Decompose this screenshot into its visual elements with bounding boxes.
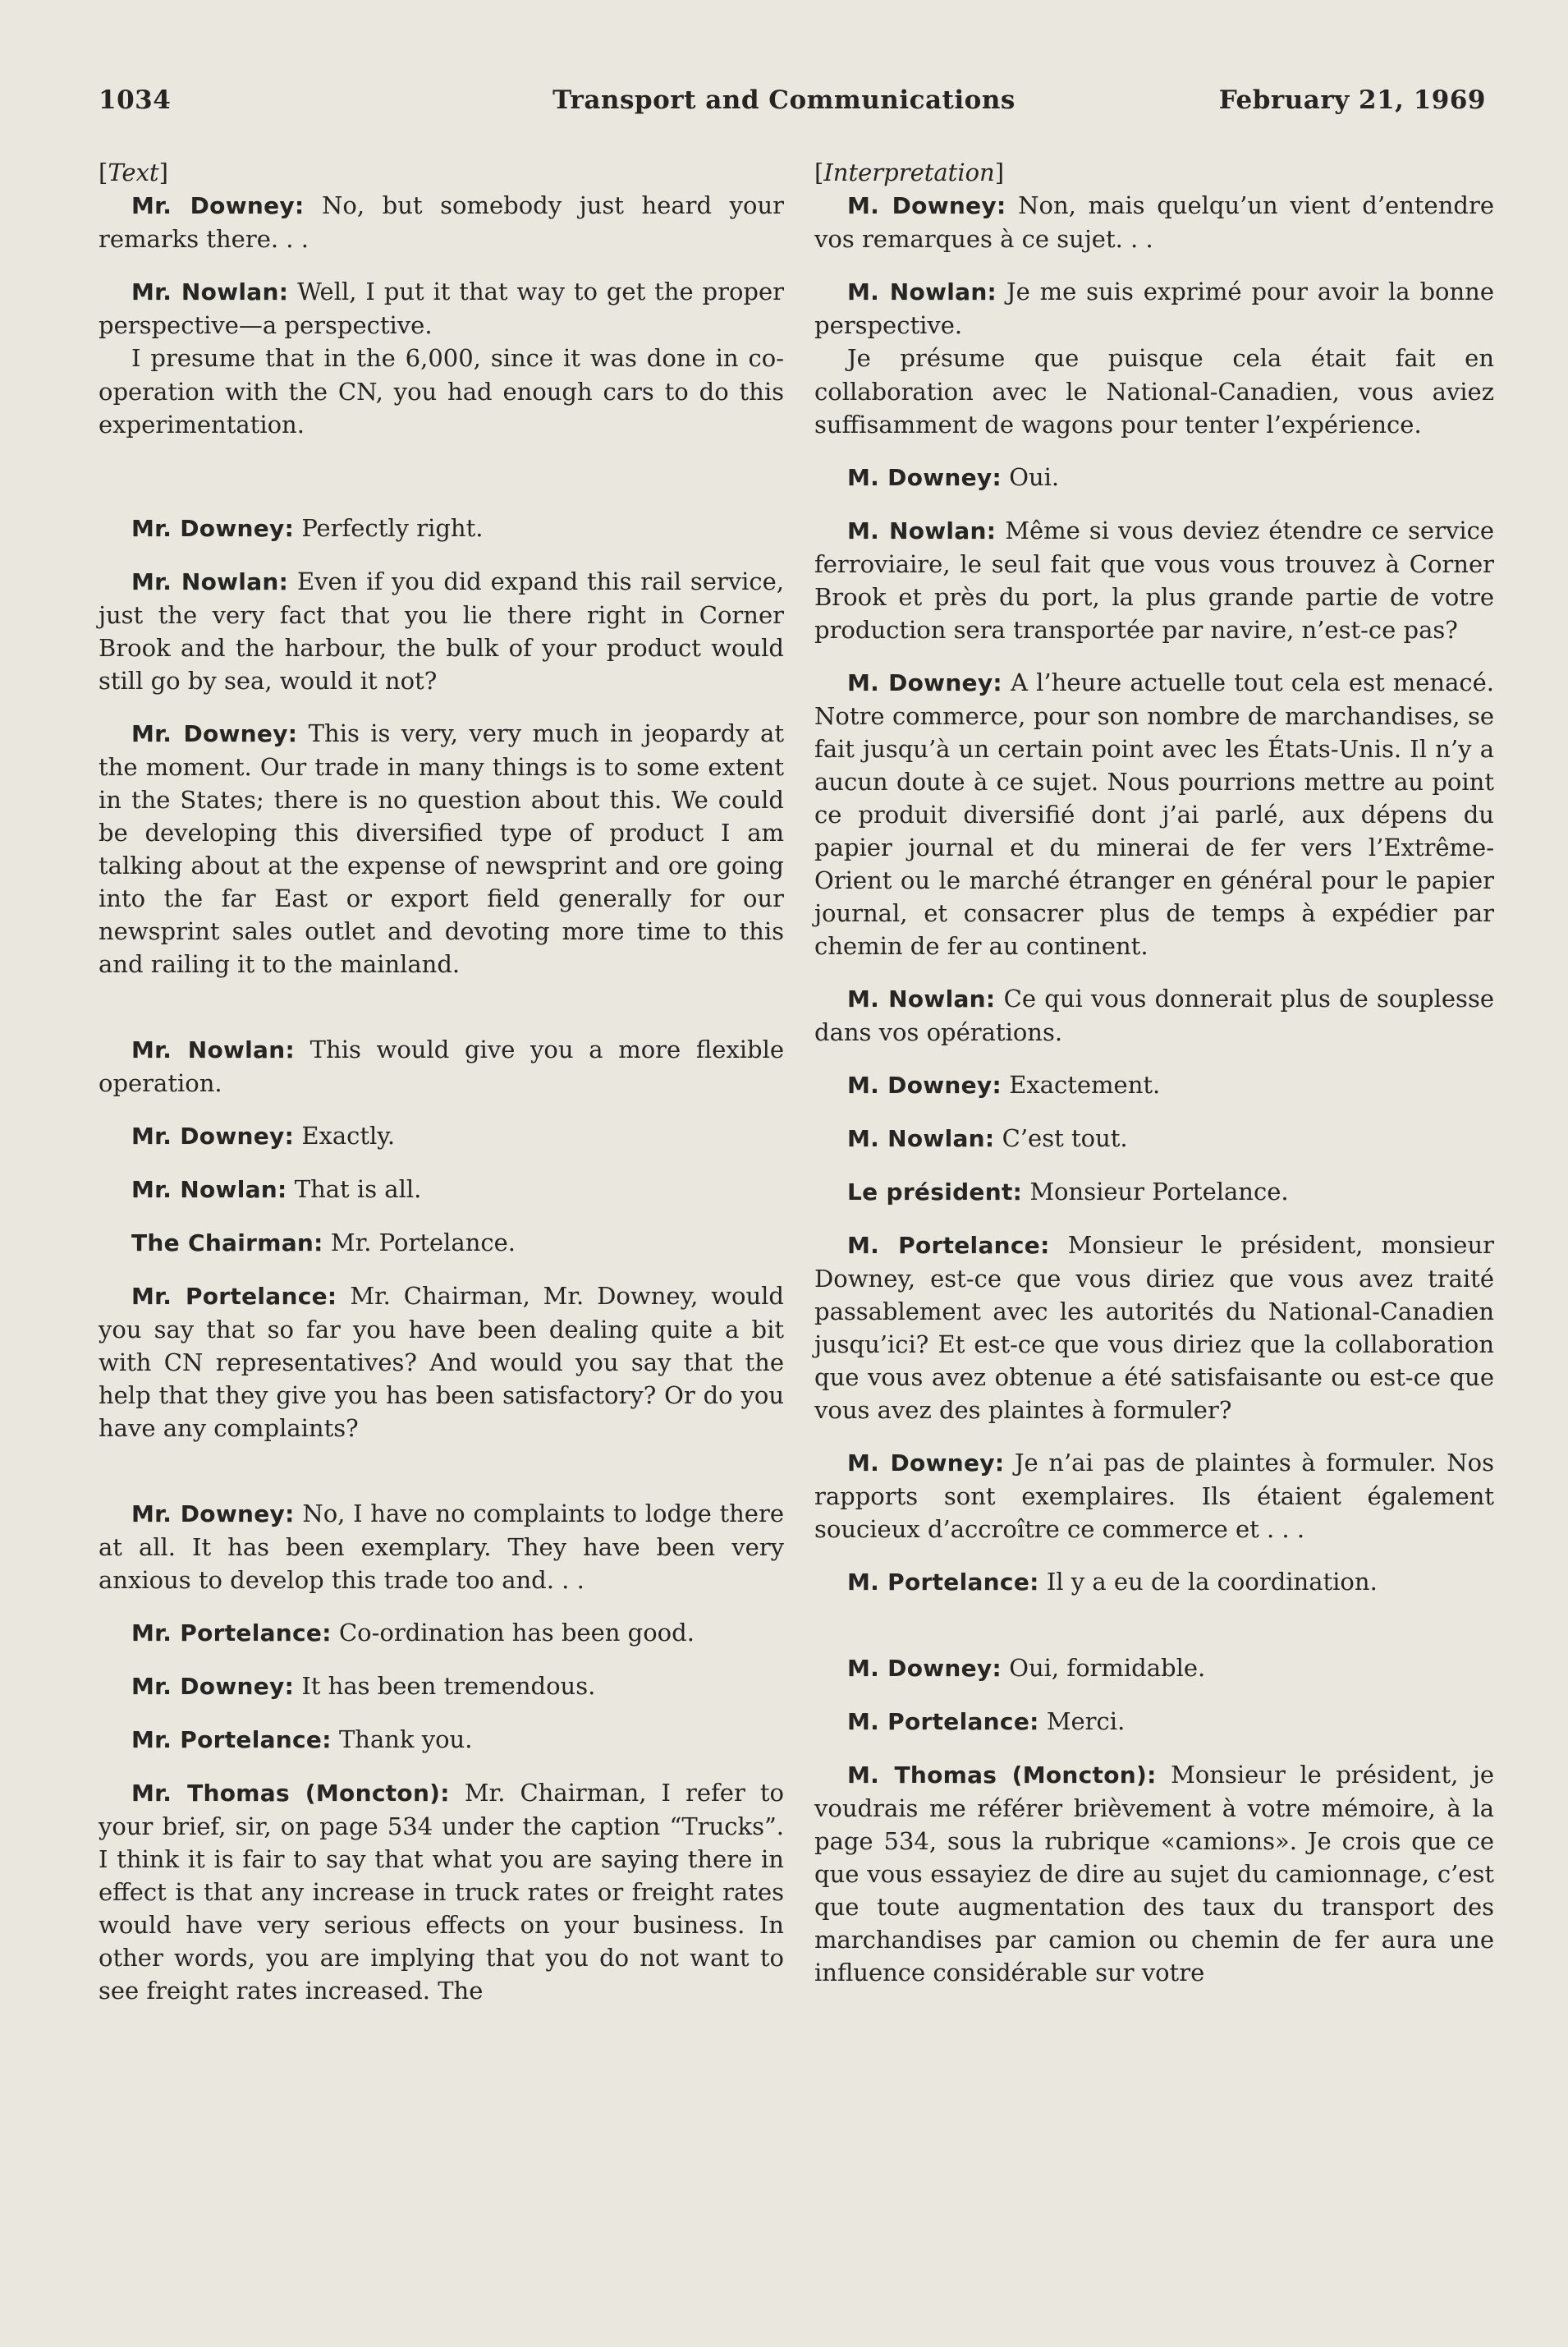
speaker-name: M. Nowlan: [847, 985, 996, 1013]
paragraph [814, 342, 1494, 441]
speaker-name: M. Portelance: [847, 1232, 1050, 1259]
paragraph-text: This is very, very much in jeopardy at the moment. Our trade in many things is to some extent in the States; there is no question about this. We could be developing this diversified type of product I am talking about at the expense of newsprint and ore going into the far East or export field generally for our newsprint sales outlet and devoting more time to this and railing it to the mainland. [99, 719, 784, 978]
paragraph-text: Even if you did expand this rail service, just the very fact that you lie there right in Corner Brook and the harbour, the bulk of your product would still go by sea, would it not? [99, 567, 785, 695]
speaker-name: Mr. Nowlan: [131, 278, 289, 305]
paragraph [99, 342, 784, 441]
paragraph [99, 717, 784, 981]
paragraph-text: Co-ordination has been good. [338, 1619, 695, 1647]
paragraph [814, 1565, 1494, 1599]
speaker-name: M. Nowlan: [847, 278, 997, 305]
speaker-name: M. Downey: [847, 669, 1002, 696]
paragraph [814, 1705, 1494, 1738]
paragraph-text: That is all. [294, 1175, 422, 1203]
paragraph [99, 1119, 784, 1153]
paragraph-text: Mr. Portelance. [330, 1229, 516, 1256]
paragraph [814, 982, 1494, 1049]
paragraph-text: Well, I put it that way to get the proper perspective—a perspective. [99, 278, 784, 339]
speaker-name: Mr. Portelance: [131, 1619, 332, 1647]
paragraph-text: Même si vous deviez étendre ce service ferroviaire, le seul fait que vous vous trouvez à Corner Brook et près du port, la plus grande partie de votre production sera transportée par navire, n’est-ce pas? [814, 517, 1494, 644]
page-date: February 21, 1969 [1218, 85, 1486, 115]
paragraph-text: Perfectly right. [301, 514, 484, 542]
paragraph-text: Exactement. [1009, 1071, 1161, 1099]
paragraph-text: I presume that in the 6,000, since it was done in co-operation with the CN, you had enough cars to do this experimentation. [99, 344, 784, 439]
speaker-name: Mr. Downey: [131, 515, 295, 542]
paragraph [99, 1670, 784, 1703]
speaker-name: Mr. Portelance: [131, 1726, 332, 1753]
paragraph-text: Non, mais quelqu’un vient d’entendre vos remarques à ce sujet. . . [814, 191, 1494, 253]
paragraph-text: Monsieur le président, je voudrais me référer brièvement à votre mémoire, à la page 534, sous la rubrique «camions». Je crois que ce que vous essayiez de dire au sujet du camionnage, c’est que toute augmentation des taux du transport des marchandises par camion ou chemin de fer aura une influence considérable sur votre [814, 1761, 1494, 1986]
paragraph [99, 512, 784, 545]
paragraph-text: Je présume que puisque cela était fait en collaboration avec le National-Canadien, vous aviez suffisamment de wagons pour tenter l’expérience. [814, 344, 1494, 439]
english-column [99, 156, 784, 2007]
paragraph [814, 1446, 1494, 1546]
section-label: [Text] [99, 158, 168, 186]
paragraph [814, 1758, 1494, 1989]
page-number: 1034 [99, 85, 172, 115]
paragraph-text: Mr. Chairman, Mr. Downey, would you say that so far you have been dealing quite a bit with CN representatives? And would you say that the help that they give you has been satisfactory? Or do you have any complaints? [99, 1282, 785, 1442]
speaker-name: Mr. Downey: [131, 1123, 295, 1150]
paragraph [814, 1651, 1494, 1685]
speaker-name: Mr. Thomas (Moncton): [131, 1780, 450, 1807]
paragraph [99, 1723, 784, 1757]
running-title: Transport and Communications [552, 85, 1016, 115]
speaker-name: M. Downey: [847, 464, 1002, 491]
paragraph-text: Mr. Chairman, I refer to your brief, sir, on page 534 under the caption “Trucks”. I think it is fair to say that what you are saying there in effect is that any increase in truck rates or freight rates would have very serious effects on your business. In other words, you are implying that you do not want to see freight rates increased. The [99, 1779, 784, 2005]
paragraph-text: Thank you. [338, 1725, 473, 1753]
paragraph-text: Ce qui vous donnerait plus de souplesse dans vos opérations. [814, 985, 1494, 1046]
speaker-name: M. Nowlan: [847, 1125, 995, 1152]
paragraph [814, 1229, 1494, 1426]
paragraph [99, 565, 784, 697]
paragraph [99, 1226, 784, 1260]
speaker-name: Mr. Downey: [131, 192, 305, 219]
speaker-name: M. Nowlan: [847, 517, 997, 544]
paragraph [99, 1033, 784, 1100]
paragraph-text: Je me suis exprimé pour avoir la bonne perspective. [814, 278, 1494, 339]
paragraph-text: Monsieur le président, monsieur Downey, est-ce que vous diriez que vous avez traité passablement avec les autorités du National-Canadien jusqu’ici? Et est-ce que vous diriez que la collaboration que vous avez obtenue a été satisfaisante ou est-ce que vous avez des plaintes à formuler? [814, 1231, 1494, 1424]
speaker-name: M. Portelance: [847, 1568, 1039, 1596]
paragraph [99, 275, 784, 342]
paragraph-text: Je n’ai pas de plaintes à formuler. Nos rapports sont exemplaires. Ils étaient également soucieux d’accroître ce commerce et . . . [814, 1449, 1494, 1543]
paragraph-text: Monsieur Portelance. [1029, 1178, 1289, 1206]
speaker-name: Mr. Downey: [131, 1673, 295, 1700]
speaker-name: The Chairman: [131, 1229, 323, 1256]
french-column [814, 156, 1494, 1989]
paragraph [99, 1616, 784, 1650]
paragraph-text: C’est tout. [1002, 1124, 1128, 1152]
paragraph [814, 1175, 1494, 1209]
speaker-name: M. Thomas (Moncton): [847, 1761, 1157, 1789]
paragraph-text: Merci. [1046, 1707, 1126, 1735]
section-label: [Interpretation] [814, 158, 1005, 186]
speaker-name: M. Downey: [847, 1449, 1005, 1477]
paragraph [99, 1279, 784, 1444]
paragraph [814, 1122, 1494, 1155]
paragraph-text: Il y a eu de la coordination. [1046, 1568, 1378, 1596]
speaker-name: Mr. Downey: [131, 720, 298, 747]
paragraph [99, 1776, 784, 2007]
paragraph [99, 189, 784, 255]
paragraph [814, 275, 1494, 342]
paragraph-text: Oui. [1009, 463, 1060, 491]
paragraph [99, 1173, 784, 1206]
paragraph-text: No, I have no complaints to lodge there at all. It has been exemplary. They have been very anxious to develop this trade too and. . . [99, 1500, 784, 1594]
paragraph [814, 514, 1494, 646]
speaker-name: M. Portelance: [847, 1708, 1039, 1735]
speaker-name: Mr. Nowlan: [131, 568, 289, 595]
paragraph-text: It has been tremendous. [301, 1672, 596, 1700]
paragraph-text: Oui, formidable. [1009, 1654, 1206, 1682]
paragraph [814, 1068, 1494, 1102]
speaker-name: M. Downey: [847, 1072, 1002, 1099]
paragraph [814, 189, 1494, 255]
speaker-name: Mr. Downey: [131, 1500, 295, 1527]
paragraph-text: A l’heure actuelle tout cela est menacé. Notre commerce, pour son nombre de marchandises, se fait jusqu’à un certain point avec les États-Unis. Il n’y a aucun doute à ce sujet. Nous pourrions mettre au point ce produit diversifié dont j’ai parlé, aux dépens du papier journal et du minerai de fer vers l’Extrême-Orient ou le marché étranger en général pour le papier journal, et consacrer plus de temps à expédier par chemin de fer au continent. [814, 668, 1495, 960]
speaker-name: M. Downey: [847, 192, 1006, 219]
paragraph-text: Exactly. [301, 1122, 396, 1150]
speaker-name: Mr. Portelance: [131, 1283, 337, 1310]
paragraph [814, 666, 1494, 962]
paragraph-text: No, but somebody just heard your remarks there. . . [99, 191, 785, 253]
paragraph [814, 461, 1494, 494]
speaker-name: Mr. Nowlan: [131, 1176, 287, 1203]
speaker-name: Le président: [847, 1178, 1023, 1206]
paragraph-text: This would give you a more flexible operation. [99, 1036, 785, 1097]
paragraph [99, 1497, 784, 1596]
speaker-name: M. Downey: [847, 1655, 1002, 1682]
speaker-name: Mr. Nowlan: [131, 1036, 295, 1063]
